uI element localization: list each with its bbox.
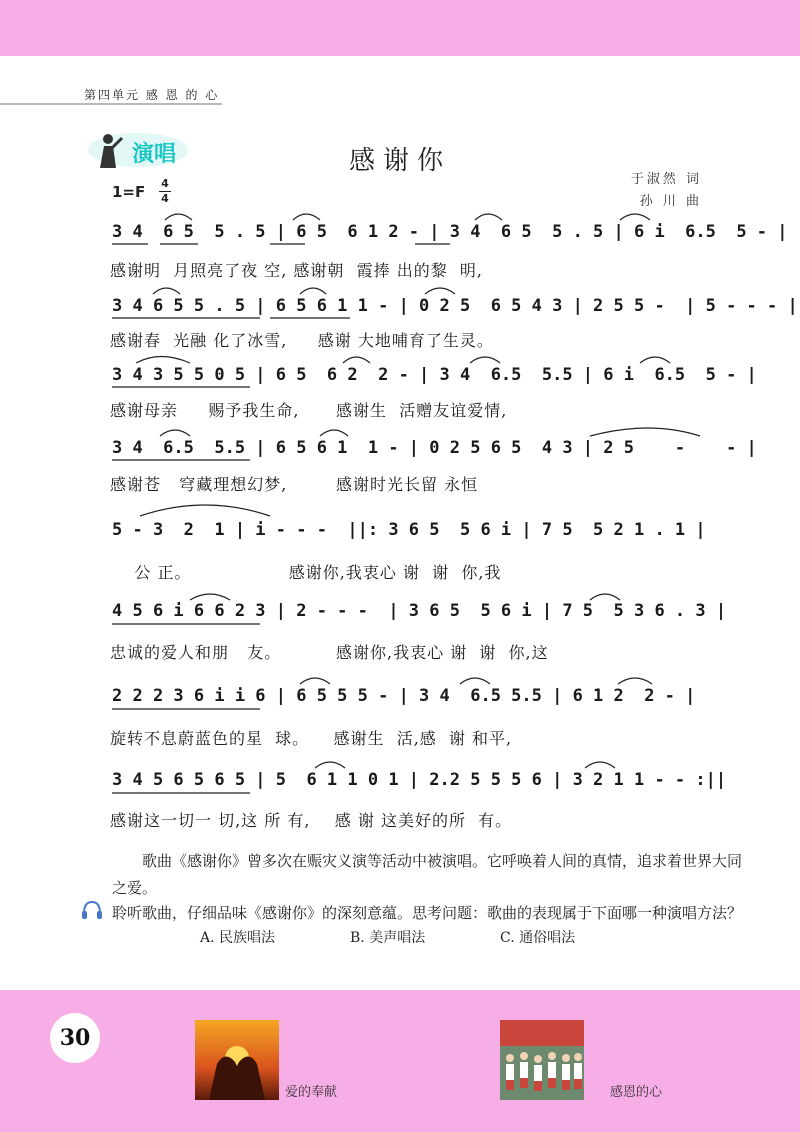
sing-section-label: 演唱 [132,141,177,167]
notation-line: 3 4 6.5 5.5 | 6 5 6 1 1 - | 0 2 5 6 5 4 3 | 2 5 - - | [112,438,757,458]
lyric-line: 公 正。 感谢你,我衷心 谢 谢 你,我 [110,563,502,582]
photo-hands-heart [195,1020,279,1100]
song-title: 感谢你 [348,146,451,176]
photo2-caption: 感恩的心 [610,1085,663,1100]
time-signature-bottom: 4 [161,192,169,205]
option-b: B. 美声唱法 [350,930,426,946]
lyric-line: 感谢春 光融 化了冰雪, 感谢 大地哺育了生灵。 [110,331,494,350]
unit-header: 第四单元 感 恩 的 心 [84,88,220,102]
option-c: C. 通俗唱法 [500,930,576,946]
time-signature-top: 4 [161,177,169,190]
lyric-line: 感谢母亲 赐予我生命, 感谢生 活赠友谊爱情, [110,401,508,420]
lyric-line: 旋转不息蔚蓝色的星 球。 感谢生 活,感 谢 和平, [110,729,513,748]
lyric-line: 感谢苍 穹藏理想幻梦, 感谢时光长留 永恒 [110,475,479,494]
composer-credit: 孙 川 曲 [639,194,702,209]
notation-line: 4 5 6 i 6 6 2 3 | 2 - - - | 3 6 5 5 6 i | 7 5 5 3 6 . 3 | [112,601,727,621]
page-number: 30 [50,1013,100,1063]
headphones-icon [80,898,104,922]
notation-line: 2 2 2 3 6 i i 6 | 6 5 5 5 - | 3 4 6.5 5.5 | 6 1 2 2 - | [112,686,696,706]
notation-line: 3 4 6 5 5 . 5 | 6 5 6 1 2 - | 3 4 6 5 5 . 5 | 6 i 6.5 5 - | [112,222,788,242]
notation-line: 3 4 5 6 5 6 5 | 5 6 1 1 0 1 | 2.2 5 5 5 6 | 3 2 1 1 - - :|| [112,770,727,790]
song-description: 歌曲《感谢你》曾多次在赈灾义演等活动中被演唱。它呼唤着人间的真情，追求着世界大同之爱。 [112,852,743,897]
listening-question: 聆听歌曲，仔细品味《感谢你》的深刻意蕴。思考问题：歌曲的表现属于下面哪一种演唱方法？ [112,904,743,922]
lyric-line: 忠诚的爱人和朋 友。 感谢你,我衷心 谢 谢 你,这 [110,643,549,662]
lyric-line: 感谢明 月照亮了夜 空, 感谢朝 霞捧 出的黎 明, [110,261,483,280]
photo-children-cheering [500,1020,584,1100]
notation-line: 3 4 6 5 5 . 5 | 6 5 6 1 1 - | 0 2 5 6 5 4 3 | 2 5 5 - | 5 - - - | [112,296,798,316]
option-a: A. 民族唱法 [200,930,276,946]
footer-band [0,990,800,1132]
photo1-caption: 爱的奉献 [285,1085,338,1100]
notation-line: 3 4 3 5 5 0 5 | 6 5 6 2 2 - | 3 4 6.5 5.5 | 6 i 6.5 5 - | [112,365,757,385]
lyric-line: 感谢这一切一 切,这 所 有, 感 谢 这美好的所 有。 [110,811,513,830]
key-signature: 1=F [112,183,146,201]
lyricist-credit: 于淑然 词 [630,172,702,187]
notation-line: 5 - 3 2 1 | i - - - ||: 3 6 5 5 6 i | 7 5 5 2 1 . 1 | [112,520,706,540]
